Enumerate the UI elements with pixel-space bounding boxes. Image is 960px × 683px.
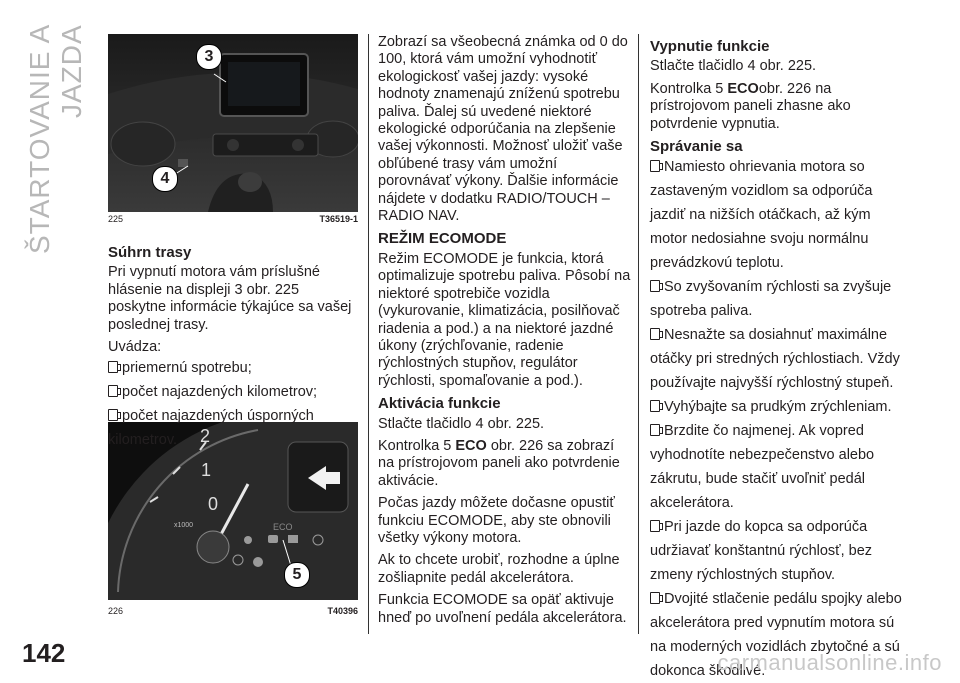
gauge-tick-0: 0 (208, 494, 219, 514)
bullet-icon (650, 520, 660, 532)
gauge-tick-1: 1 (201, 460, 212, 480)
column-divider (368, 34, 369, 634)
bullet-icon (650, 280, 660, 292)
heading-activation: Aktivácia funkcie (378, 395, 501, 413)
column-divider (638, 34, 639, 634)
section-title: ŠTARTOVANIE A JAZDA (24, 24, 87, 255)
figure-number: 225 (108, 214, 124, 224)
paragraph: Režim ECOMODE je funkcia, ktorá optimalizuje spotrebu paliva. Pôsobí na niektoré spotrebiče vozidla (vykurovanie, klimatizácia, posilňovač riadenia a pod.) a na niektoré jazdné úkony (zrýchľovanie, radenie rýchlostných stupňov, regulátor rýchlosti, spomaľovanie a pod.). (378, 250, 631, 389)
paragraph: Stlačte tlačidlo 4 obr. 225. (378, 415, 545, 432)
list-item: priemernú spotrebu; (108, 356, 358, 380)
paragraph: Kontrolka 5 ECOobr. 226 na prístrojovom paneli zhasne ako potvrdenie vypnutia. (650, 80, 851, 132)
list-item: So zvyšovaním rýchlosti sa zvyšuje spotreba paliva. (650, 279, 892, 320)
paragraph: Funkcia ECOMODE sa opäť aktivuje hneď po uvoľnení pedála akcelerátora. (378, 592, 627, 626)
heading-ecomode: REŽIM ECOMODE (378, 230, 507, 248)
column-1 (108, 240, 358, 452)
list-item: Namiesto ohrievania motora so zastaveným vozidlom sa odporúča jazdiť na nižších otáčkach, až kým motor nedosiahne svoju normálnu prevádzkovú teplotu. (650, 159, 873, 272)
bullet-icon (650, 592, 660, 604)
figure-number: 226 (108, 606, 124, 616)
paragraph: Ak to chcete urobiť, rozhodne a úplne zošliapnite pedál akcelerátora. (378, 552, 620, 586)
dashboard-photo (108, 34, 358, 212)
eco-indicator: ECO (273, 522, 293, 532)
bullet-icon (650, 328, 660, 340)
gauge-tick-2: 2 (200, 426, 211, 446)
list-item: Dvojité stlačenie pedálu spojky alebo akcelerátora pred vypnutím motora sú na moderných vozidlách zbytočné a sú dokonca škodlivé. (650, 591, 902, 680)
figure-225 (108, 34, 358, 224)
heading-behaviour: Správanie sa (650, 138, 743, 156)
list-item: počet najazdených kilometrov; (108, 380, 358, 404)
bullet-icon (108, 409, 118, 421)
paragraph: Kontrolka 5 ECO obr. 226 sa zobrazí na prístrojovom paneli ako potvrdenie aktivácie. (378, 437, 620, 489)
paragraph: Uvádza: (108, 339, 162, 356)
list-item: Vyhýbajte sa prudkým zrýchleniam. (650, 395, 905, 419)
list-item: Pri jazde do kopca sa odporúča udržiavať konštantnú rýchlosť, bez zmeny rýchlostných stupňov. (650, 519, 873, 584)
callout-3: 3 (196, 44, 222, 70)
paragraph: Stlačte tlačidlo 4 obr. 225. (650, 58, 817, 75)
figure-code: T36519-1 (319, 214, 358, 224)
bullet-icon (650, 424, 660, 436)
list-item: Brzdite čo najmenej. Ak vopred vyhodnotíte nebezpečenstvo alebo zákrutu, bude stačiť uvoľniť pedál akcelerátora. (650, 423, 875, 512)
paragraph: Počas jazdy môžete dočasne opustiť funkciu ECOMODE, aby ste obnovili všetky výkony motora. (378, 495, 615, 546)
column-2 (378, 34, 633, 632)
callout-4: 4 (152, 166, 178, 192)
column-3 (650, 34, 905, 683)
bullet-icon (650, 160, 660, 172)
bullet-icon (108, 385, 118, 397)
watermark: carmanualsonline.info (717, 650, 942, 675)
list-item: počet najazdených úsporných kilometrov. (108, 408, 314, 449)
heading-deactivation: Vypnutie funkcie (650, 38, 770, 55)
bullet-icon (650, 400, 660, 412)
paragraph: Zobrazí sa všeobecná známka od 0 do 100, ktorá vám umožní vyhodnotiť ekologickosť vašej jazdy: vysoké hodnoty znamenajú zníženú spotrebu paliva. Ďalej sú uvedené niektoré ekologické odporúčania na zlepšenie vašej výkonnosti. Možnosť uložiť vaše obľúbené trasy vám umožní porovnávať výkony. Ďalšie informácie nájdete v dodatku RADIO/TOUCH – RADIO NAV. (378, 34, 628, 225)
page-number: 142 (22, 638, 66, 668)
bullet-list (650, 155, 905, 683)
gauge-unit: x1000 (174, 522, 194, 529)
figure-code: T40396 (327, 606, 358, 616)
heading-trip-summary: Súhrn trasy (108, 244, 192, 261)
callout-5: 5 (284, 562, 310, 588)
bullet-list (108, 356, 358, 452)
paragraph: Pri vypnutí motora vám príslušné hlásenie na displeji 3 obr. 225 poskytne informácie týkajúce sa vašej poslednej trasy. (108, 264, 352, 333)
list-item: Nesnažte sa dosiahnuť maximálne otáčky pri stredných rýchlostiach. Vždy používajte najvyšší rýchlostný stupeň. (650, 327, 900, 392)
bullet-icon (108, 361, 118, 373)
